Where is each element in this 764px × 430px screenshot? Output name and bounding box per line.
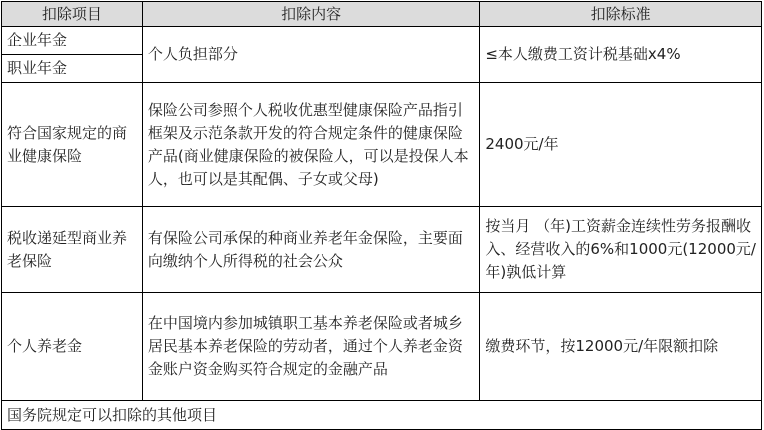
table-row [2,83,762,207]
deduction-table [1,1,762,430]
row-item: 个人养老金 [2,293,143,401]
row-content: 保险公司参照个人税收优惠型健康保险产品指引框架及示范条款开发的符合规定条件的健康保险产品(商业健康保险的被保险人，可以是投保人本人，也可以是其配偶、子女或父母) [142,83,480,207]
row-item-enterprise-annuity: 企业年金 [2,27,143,55]
header-standard: 扣除标准 [480,2,762,27]
row-item: 符合国家规定的商业健康保险 [2,83,143,207]
table-row [2,27,762,55]
row-content: 在中国境内参加城镇职工基本养老保险或者城乡居民基本养老保险的劳动者，通过个人养老金资金账户资金购买符合规定的金融产品 [142,293,480,401]
header-item: 扣除项目 [2,2,143,27]
table-row [2,293,762,401]
row-content: 个人负担部分 [142,27,480,83]
header-row [2,2,762,27]
table-row [2,401,762,430]
header-content: 扣除内容 [142,2,480,27]
row-item: 税收递延型商业养老保险 [2,207,143,293]
table-row [2,207,762,293]
row-standard: 2400元/年 [480,83,762,207]
row-standard: 按当月 （年)工资薪金连续性劳务报酬收入、经营收入的6%和1000元(12000元/年)孰低计算 [480,207,762,293]
row-content: 有保险公司承保的种商业养老年金保险，主要面向缴纳个人所得税的社会公众 [142,207,480,293]
row-standard: ≤本人缴费工资计税基础x4% [480,27,762,83]
footer-note: 国务院规定可以扣除的其他项目 [2,401,762,430]
row-standard: 缴费环节，按12000元/年限额扣除 [480,293,762,401]
row-item-occupational-annuity: 职业年金 [2,55,143,83]
